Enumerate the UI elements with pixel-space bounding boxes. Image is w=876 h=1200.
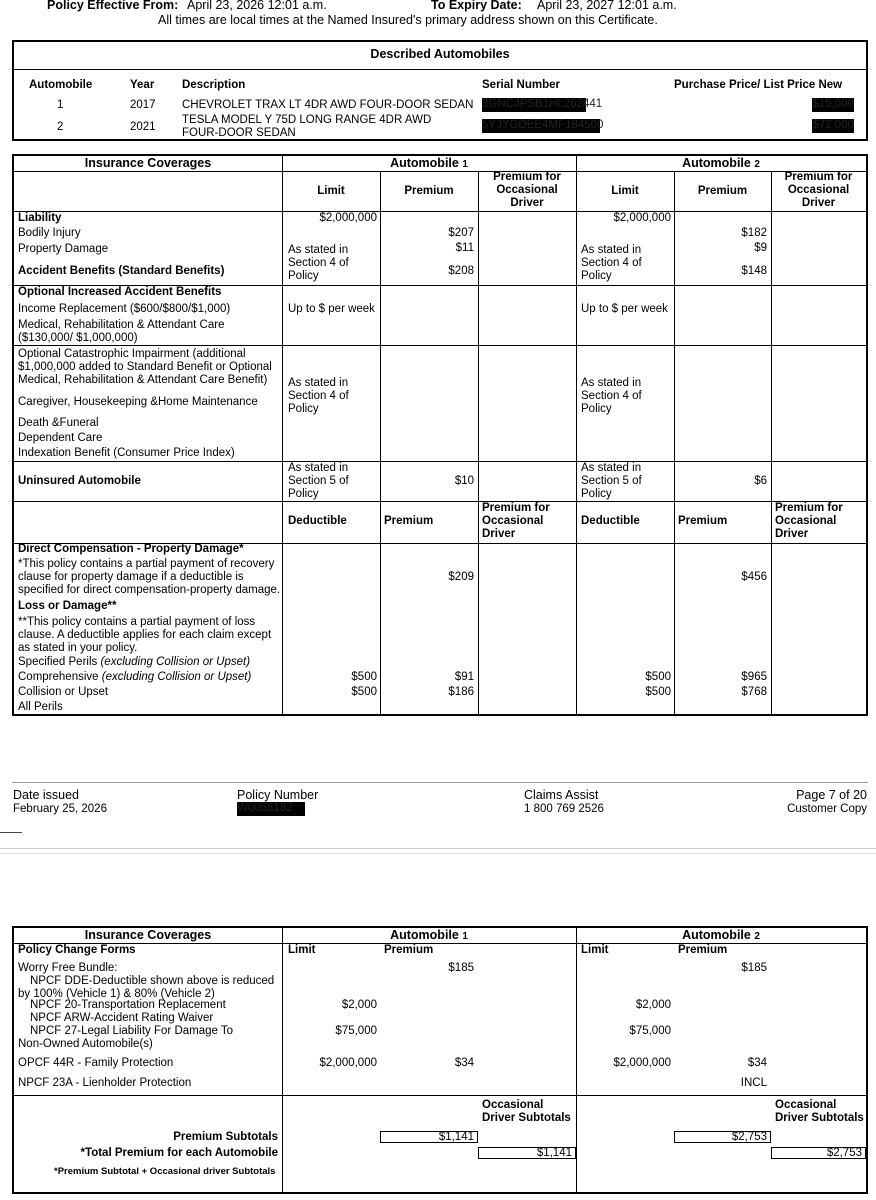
claims-assist-phone: 1 800 769 2526 <box>524 803 604 815</box>
a1-income: Up to $ per week <box>288 303 375 315</box>
occ-header: Premium for <box>784 171 853 183</box>
a2-stated: Section 4 of <box>581 390 642 402</box>
catastrophic-label-2: $1,000,000 added to Standard Benefit or Optional <box>18 361 272 373</box>
a1-coll-premium: $186 <box>448 686 474 698</box>
a2-total-premium: $2,753 <box>826 1147 862 1159</box>
date-issued-label: Date issued <box>13 788 80 802</box>
col-year: Year <box>130 79 155 91</box>
a1-npcf20-limit: $2,000 <box>341 999 377 1011</box>
a1-comp-deductible: $500 <box>351 671 377 683</box>
expiry-label: To Expiry Date: <box>431 0 522 12</box>
npcf-dde-label-2: by 100% (Vehicle 1) & 80% (Vehicle 2) <box>18 988 215 1000</box>
a1-stated: Policy <box>288 270 319 282</box>
worry-free-label: Worry Free Bundle: <box>18 962 118 974</box>
a2-premium-subtotal: $2,753 <box>731 1131 767 1143</box>
liability-label: Liability <box>18 212 62 224</box>
a1-stated: Policy <box>288 488 319 500</box>
a2-stated: As stated in <box>581 244 642 256</box>
autos-title: Described Automobiles <box>370 47 510 61</box>
a1-stated: Section 4 of <box>288 390 349 402</box>
price-redacted: $72,000 <box>812 119 854 131</box>
a2-stated: Policy <box>581 270 612 282</box>
a2-opcf44-limit: $2,000,000 <box>613 1057 671 1069</box>
a1-worry-premium: $185 <box>448 962 474 974</box>
occ-header: Occasional <box>775 515 837 527</box>
occ-header: Occasional <box>787 184 850 196</box>
occ-header: Driver <box>775 528 809 540</box>
npcf-27-label: NPCF 27-Legal Liability For Damage To <box>30 1025 234 1037</box>
a1-comp-premium: $91 <box>454 671 474 683</box>
a1-stated: As stated in <box>288 377 349 389</box>
insurance-coverages-table <box>12 154 868 716</box>
automobile-2-header: Automobile 2 <box>682 156 760 170</box>
limit-header: Limit <box>288 944 316 956</box>
opcf-44r-label: OPCF 44R - Family Protection <box>18 1057 174 1069</box>
a2-npcf23-value: INCL <box>740 1077 767 1089</box>
limit-header: Limit <box>581 944 609 956</box>
loss-note: as stated in your policy. <box>18 642 138 654</box>
a1-opcf44-premium: $34 <box>454 1057 474 1069</box>
comprehensive-label: Comprehensive (excluding Collision or Upset) <box>18 671 252 683</box>
loss-damage-label: Loss or Damage** <box>18 600 117 612</box>
a2-opcf44-premium: $34 <box>747 1057 767 1069</box>
premium-header: Premium <box>384 515 434 527</box>
date-issued-value: February 25, 2026 <box>13 803 107 815</box>
a1-total-premium: $1,141 <box>536 1147 572 1159</box>
all-perils-label: All Perils <box>18 701 63 713</box>
a2-stated: Section 5 of <box>581 475 642 487</box>
automobile-1-header: Automobile 1 <box>390 156 468 170</box>
a1-coll-deductible: $500 <box>351 686 377 698</box>
a2-income: Up to $ per week <box>581 303 668 315</box>
death-funeral-label: Death &Funeral <box>18 417 99 429</box>
income-replacement-label: Income Replacement ($600/$800/$1,000) <box>18 303 231 315</box>
a2-liability-limit: $2,000,000 <box>613 212 671 224</box>
col-description: Description <box>182 79 246 91</box>
footer-divider <box>12 782 868 783</box>
premium-subtotals-label: Premium Subtotals <box>173 1131 278 1143</box>
occ-subtotal-header: Occasional <box>482 1099 544 1111</box>
col-price: Purchase Price/ List Price New <box>674 79 843 91</box>
collision-label: Collision or Upset <box>18 686 109 698</box>
property-damage-label: Property Damage <box>18 243 109 255</box>
occ-header: Driver <box>510 197 544 209</box>
total-premium-note: *Premium Subtotal + Occasional driver Subtotals <box>54 1166 276 1177</box>
premium-header: Premium <box>678 944 728 956</box>
npcf-27-label-2: Non-Owned Automobile(s) <box>18 1038 153 1050</box>
occ-subtotal-header: Driver Subtotals <box>775 1112 864 1124</box>
a1-premium-subtotal: $1,141 <box>438 1131 474 1143</box>
deductible-header: Deductible <box>288 515 347 527</box>
a2-uninsured-premium: $6 <box>754 475 767 487</box>
dcpd-label: Direct Compensation - Property Damage* <box>18 543 244 555</box>
occ-header: Premium for <box>482 502 550 514</box>
uninsured-label: Uninsured Automobile <box>18 475 141 487</box>
a1-property-premium: $11 <box>455 242 474 254</box>
automobile-2-header: Automobile 2 <box>682 928 760 942</box>
a2-dcpd-premium: $456 <box>741 571 767 583</box>
npcf-arw-label: NPCF ARW-Accident Rating Waiver <box>30 1012 214 1024</box>
medical-label: Medical, Rehabilitation & Attendant Care <box>18 319 225 331</box>
coverages-title: Insurance Coverages <box>84 156 212 170</box>
col-automobile: Automobile <box>29 79 93 91</box>
occ-header: Premium for <box>493 171 561 183</box>
expiry-value: April 23, 2027 12:01 a.m. <box>537 0 677 12</box>
a1-opcf44-limit: $2,000,000 <box>319 1057 377 1069</box>
a1-stated: As stated in <box>288 244 349 256</box>
medical-label-2: ($130,000/ $1,000,000) <box>18 332 138 344</box>
a2-stated: Policy <box>581 403 612 415</box>
catastrophic-label-3: Medical, Rehabilitation & Attendant Care Benefit) <box>18 374 268 386</box>
price-redacted: $15,000 <box>812 98 854 110</box>
a1-dcpd-premium: $209 <box>448 571 474 583</box>
limit-header: Limit <box>317 185 345 197</box>
policy-number-label: Policy Number <box>237 788 319 802</box>
occ-header: Occasional <box>482 515 544 527</box>
occ-subtotal-header: Driver Subtotals <box>482 1112 571 1124</box>
a2-property-premium: $9 <box>754 242 767 254</box>
a1-stated: As stated in <box>288 462 349 474</box>
effective-label: Policy Effective From: <box>47 0 179 12</box>
a2-worry-premium: $185 <box>741 962 767 974</box>
page-break <box>0 853 876 854</box>
occ-subtotal-header: Occasional <box>775 1099 837 1111</box>
a1-accident-premium: $208 <box>448 265 474 277</box>
a2-stated: Section 4 of <box>581 257 642 269</box>
limit-header: Limit <box>611 185 639 197</box>
a1-stated: Section 5 of <box>288 475 349 487</box>
a2-stated: As stated in <box>581 377 642 389</box>
a2-comp-deductible: $500 <box>645 671 671 683</box>
claims-assist-label: Claims Assist <box>524 788 599 802</box>
policy-change-forms-label: Policy Change Forms <box>18 944 136 956</box>
dcpd-note: *This policy contains a partial payment of recovery <box>18 558 275 570</box>
col-serial: Serial Number <box>482 79 560 91</box>
optional-accident-label: Optional Increased Accident Benefits <box>18 286 222 298</box>
occ-header: Premium for <box>775 502 843 514</box>
accident-benefits-label: Accident Benefits (Standard Benefits) <box>18 265 225 277</box>
bodily-injury-label: Bodily Injury <box>18 227 81 239</box>
a1-stated: Policy <box>288 403 319 415</box>
auto-year: 2017 <box>130 99 156 111</box>
a1-uninsured-premium: $10 <box>454 475 474 487</box>
a2-stated: As stated in <box>581 462 642 474</box>
occ-header: Occasional <box>496 184 558 196</box>
premium-header: Premium <box>678 515 728 527</box>
described-automobiles-table <box>12 40 868 141</box>
npcf-23a-label: NPCF 23A - Lienholder Protection <box>18 1077 192 1089</box>
catastrophic-label: Optional Catastrophic Impairment (additional <box>18 348 246 360</box>
a2-comp-premium: $965 <box>741 671 767 683</box>
a2-bodily-premium: $182 <box>741 227 767 239</box>
times-note: All times are local times at the Named Insured's primary address shown on this Certificate. <box>158 13 658 27</box>
specified-perils-label: Specified Perils (excluding Collision or Upset) <box>18 656 251 668</box>
a2-stated: Policy <box>581 488 612 500</box>
deductible-header: Deductible <box>581 515 640 527</box>
a2-npcf27-limit: $75,000 <box>629 1025 671 1037</box>
coverages-title: Insurance Coverages <box>84 928 212 942</box>
automobile-1-header: Automobile 1 <box>390 928 468 942</box>
effective-value: April 23, 2026 12:01 a.m. <box>187 0 327 12</box>
loss-note: **This policy contains a partial payment of loss <box>18 616 256 628</box>
npcf-dde-label: NPCF DDE-Deductible shown above is reduced <box>30 975 275 987</box>
page-break <box>0 848 876 849</box>
a2-coll-deductible: $500 <box>645 686 671 698</box>
indexation-label: Indexation Benefit (Consumer Price Index) <box>18 447 235 459</box>
loss-note: clause. A deductible applies for each claim except <box>18 629 272 641</box>
page-mark <box>0 832 22 833</box>
npcf-20-label: NPCF 20-Transportation Replacement <box>30 999 226 1011</box>
customer-copy: Customer Copy <box>787 803 867 815</box>
dependent-care-label: Dependent Care <box>18 432 103 444</box>
caregiver-label: Caregiver, Housekeeping &Home Maintenance <box>18 396 258 408</box>
policy-change-forms-table <box>12 926 868 1194</box>
premium-header: Premium <box>404 185 454 197</box>
dcpd-note: specified for direct compensation-property damage. <box>18 584 281 596</box>
a2-coll-premium: $768 <box>741 686 767 698</box>
auto-desc: CHEVROLET TRAX LT 4DR AWD FOUR-DOOR SEDAN <box>182 99 474 111</box>
auto-desc-line2: FOUR-DOOR SEDAN <box>182 127 296 139</box>
dcpd-note: clause for property damage if a deductible is <box>18 571 244 583</box>
total-premium-label: *Total Premium for each Automobile <box>80 1147 278 1159</box>
a1-stated: Section 4 of <box>288 257 349 269</box>
serial-redacted: 5YJYGDEE4MF184500 <box>482 119 604 131</box>
auto-desc: TESLA MODEL Y 75D LONG RANGE 4DR AWD <box>182 114 432 126</box>
a1-liability-limit: $2,000,000 <box>319 212 377 224</box>
a2-npcf20-limit: $2,000 <box>635 999 671 1011</box>
occ-header: Driver <box>801 197 836 209</box>
auto-num: 1 <box>57 99 64 111</box>
serial-redacted: 3GNCJPSB1HL262441 <box>482 98 603 110</box>
page-number: Page 7 of 20 <box>796 788 867 802</box>
a1-npcf27-limit: $75,000 <box>335 1025 377 1037</box>
auto-num: 2 <box>57 121 64 133</box>
a1-bodily-premium: $207 <box>448 227 474 239</box>
premium-header: Premium <box>384 944 434 956</box>
premium-header: Premium <box>697 185 748 197</box>
auto-year: 2021 <box>130 121 156 133</box>
occ-header: Driver <box>482 528 516 540</box>
policy-number-redacted: W0058182 <box>237 802 305 816</box>
a2-accident-premium: $148 <box>741 265 767 277</box>
